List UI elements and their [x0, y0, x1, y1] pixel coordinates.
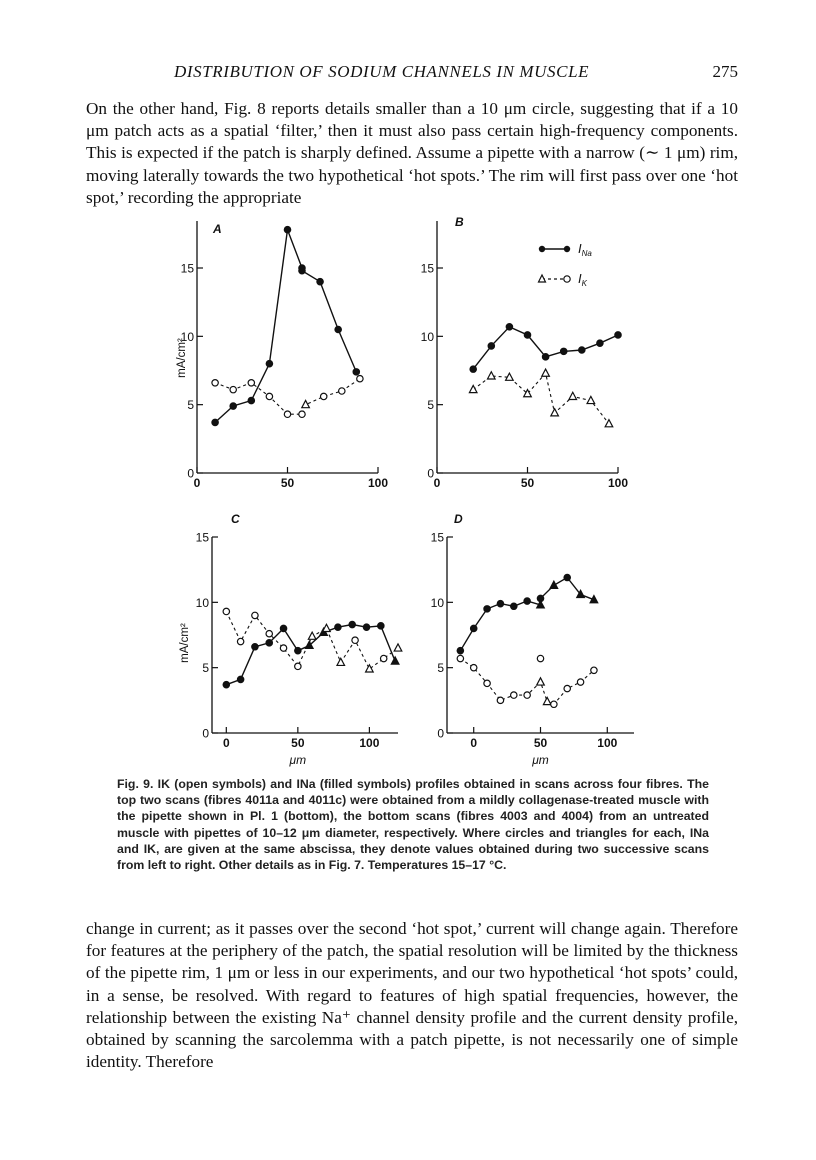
data-point-triangle	[308, 632, 316, 639]
data-point-circle	[266, 630, 272, 636]
panel-label: C	[231, 512, 240, 526]
data-point-circle	[380, 655, 386, 661]
data-point-circle	[349, 621, 355, 627]
y-tick-label: 15	[430, 530, 444, 545]
data-point-circle	[317, 278, 323, 284]
x-tick-label: 100	[607, 476, 629, 490]
series-line	[226, 612, 398, 670]
data-point-circle	[561, 348, 567, 354]
data-point-circle	[615, 332, 621, 338]
data-point-circle	[542, 354, 548, 360]
y-tick-label: 10	[195, 595, 209, 610]
data-point-circle	[577, 679, 583, 685]
data-point-circle	[488, 343, 494, 349]
data-point-triangle	[469, 385, 477, 392]
data-point-circle	[357, 376, 363, 382]
data-point-circle	[295, 647, 301, 653]
data-point-circle	[471, 625, 477, 631]
legend-ik-label: $I_K$	[578, 271, 587, 288]
data-point-triangle	[551, 409, 559, 416]
data-point-circle	[284, 227, 290, 233]
x-tick-label: 0	[470, 736, 478, 750]
data-point-circle	[564, 574, 570, 580]
y-axis-label: mA/cm²	[179, 623, 191, 663]
data-point-circle	[511, 603, 517, 609]
data-point-circle	[457, 647, 463, 653]
data-point-triangle	[587, 396, 595, 403]
data-point-triangle	[488, 372, 496, 379]
y-tick-label: 0	[437, 726, 444, 741]
y-tick-label: 15	[180, 261, 194, 276]
running-title: DISTRIBUTION OF SODIUM CHANNELS IN MUSCLE	[174, 62, 590, 81]
data-point-triangle	[391, 657, 399, 664]
series-ik	[212, 376, 363, 418]
data-point-circle	[339, 388, 345, 394]
page-number: 275	[712, 62, 738, 81]
data-point-circle	[579, 347, 585, 353]
y-tick-label: 5	[202, 661, 209, 676]
series-line	[460, 578, 594, 651]
data-point-circle	[511, 692, 517, 698]
series-line	[215, 379, 360, 415]
data-point-circle	[295, 663, 301, 669]
data-point-circle	[524, 332, 530, 338]
series-ik-extra	[537, 655, 543, 661]
series-line	[226, 625, 395, 685]
body-paragraph-bottom: change in current; as it passes over the second ‘hot spot,’ current will change again. Therefore for features at the periphery of the patch, the spatial resolution will be limited by the thickness of the pipette rim, 1 μm or less in our experiments, and our two hypothetical ‘hot spots’ could, in a sense, be resolved. With regard to features of high spatial frequencies, however, the relationship between the existing Na⁺ channel density profile and the current density profile, obtained by scanning the sarcolemma with a patch pipette, is not necessarily one of simple identity. Therefore	[86, 919, 738, 1072]
legend	[539, 241, 593, 288]
data-point-circle	[230, 403, 236, 409]
y-tick-label: 5	[427, 398, 434, 413]
series-ina	[470, 324, 621, 373]
y-tick-label: 5	[437, 661, 444, 676]
data-point-circle	[280, 645, 286, 651]
data-point-circle	[212, 419, 218, 425]
y-tick-label: 0	[187, 466, 194, 481]
panel-d	[431, 512, 634, 767]
data-point-circle	[284, 411, 290, 417]
y-tick-label: 15	[195, 530, 209, 545]
x-tick-label: 0	[222, 736, 230, 750]
x-tick-label: 50	[291, 736, 305, 750]
data-point-circle	[266, 360, 272, 366]
data-point-circle	[237, 638, 243, 644]
panel-c	[179, 512, 402, 767]
legend-ina-marker	[539, 246, 545, 252]
data-point-circle	[484, 606, 490, 612]
data-point-circle	[497, 600, 503, 606]
x-tick-label: 100	[597, 736, 618, 750]
data-point-circle	[537, 655, 543, 661]
y-tick-label: 5	[187, 398, 194, 413]
y-tick-label: 15	[420, 261, 434, 276]
series-ina	[457, 574, 598, 654]
data-point-triangle	[569, 392, 577, 399]
y-tick-label: 0	[427, 466, 434, 481]
data-point-circle	[537, 595, 543, 601]
data-point-circle	[471, 664, 477, 670]
legend-ina-label: $I_{Na}$	[578, 241, 592, 258]
x-axis-label: μm	[532, 753, 549, 767]
data-point-circle	[506, 324, 512, 330]
data-point-circle	[470, 366, 476, 372]
legend-ik-marker	[564, 276, 570, 282]
data-point-circle	[378, 623, 384, 629]
data-point-triangle	[537, 678, 545, 685]
data-point-triangle	[337, 658, 345, 665]
data-point-circle	[335, 326, 341, 332]
series-line	[215, 230, 356, 423]
data-point-triangle	[605, 420, 613, 427]
series-ina	[223, 621, 399, 688]
series-ik	[457, 655, 597, 707]
data-point-circle	[363, 624, 369, 630]
x-axis-label: μm	[289, 753, 307, 767]
data-point-circle	[252, 612, 258, 618]
data-point-circle	[551, 701, 557, 707]
y-tick-label: 10	[180, 329, 194, 344]
x-tick-label: 50	[520, 476, 535, 490]
x-tick-label: 50	[280, 476, 295, 490]
x-tick-label: 0	[193, 476, 201, 490]
data-point-triangle	[394, 644, 402, 651]
y-tick-label: 10	[420, 329, 434, 344]
data-point-circle	[335, 624, 341, 630]
data-point-circle	[266, 640, 272, 646]
data-point-circle	[564, 685, 570, 691]
data-point-circle	[223, 608, 229, 614]
legend-ina-marker	[564, 246, 570, 252]
data-point-circle	[212, 380, 218, 386]
data-point-circle	[280, 625, 286, 631]
x-tick-label: 100	[367, 476, 389, 490]
x-tick-label: 50	[533, 736, 548, 750]
data-point-triangle	[366, 665, 374, 672]
data-point-circle	[299, 268, 305, 274]
data-point-triangle	[543, 697, 551, 704]
data-point-circle	[484, 680, 490, 686]
series-line	[473, 373, 609, 424]
panel-a	[176, 221, 388, 490]
figure-caption: Fig. 9. IK (open symbols) and INa (filled symbols) profiles obtained in scans across four fibres. The top two scans (fibres 4011a and 4011c) were obtained from a mildly collagenase-treated muscle with the pipette shown in Pl. 1 (bottom), the bottom scans (fibres 4003 and 4004) from an untreated muscle with pipettes of 10–12 μm diameter, respectively. Where circles and triangles for each, INa and IK, are given at the same abscissa, they denote values obtained during two successive scans from left to right. Other details as in Fig. 7. Temperatures 15–17 °C.	[117, 777, 709, 873]
data-point-circle	[299, 411, 305, 417]
data-point-circle	[248, 380, 254, 386]
data-point-circle	[352, 637, 358, 643]
panel-label: A	[213, 222, 222, 236]
data-point-circle	[266, 393, 272, 399]
data-point-circle	[591, 667, 597, 673]
data-point-triangle	[542, 369, 550, 376]
data-point-circle	[223, 681, 229, 687]
series-ik	[469, 369, 612, 427]
series-ik	[223, 608, 402, 672]
y-tick-label: 10	[430, 595, 444, 610]
data-point-circle	[457, 655, 463, 661]
data-point-circle	[597, 340, 603, 346]
panel-label: B	[455, 215, 464, 229]
data-point-circle	[524, 598, 530, 604]
panel-label: D	[454, 512, 463, 526]
data-point-circle	[524, 692, 530, 698]
data-point-circle	[252, 644, 258, 650]
panel-b	[421, 215, 629, 490]
x-tick-label: 0	[433, 476, 441, 490]
data-point-circle	[353, 369, 359, 375]
data-point-circle	[230, 386, 236, 392]
data-point-circle	[321, 393, 327, 399]
data-point-circle	[497, 697, 503, 703]
data-point-triangle	[550, 581, 558, 588]
body-paragraph-top: On the other hand, Fig. 8 reports details smaller than a 10 μm circle, suggesting that if a 10 μm patch acts as a spatial ‘filter,’ then it must also pass certain high-frequency components. This is expected if the patch is sharply defined. Assume a pipette with a narrow (∼ 1 μm) rim, moving laterally towards the two hypothetical ‘hot spots.’ The rim will first pass over one ‘hot spot,’ recording the appropriate	[86, 99, 738, 207]
data-point-circle	[237, 676, 243, 682]
series-ina	[212, 227, 360, 426]
x-tick-label: 100	[359, 736, 380, 750]
series-line	[473, 327, 618, 369]
y-axis-label: mA/cm²	[176, 338, 188, 378]
y-tick-label: 0	[202, 726, 209, 741]
data-point-circle	[248, 397, 254, 403]
